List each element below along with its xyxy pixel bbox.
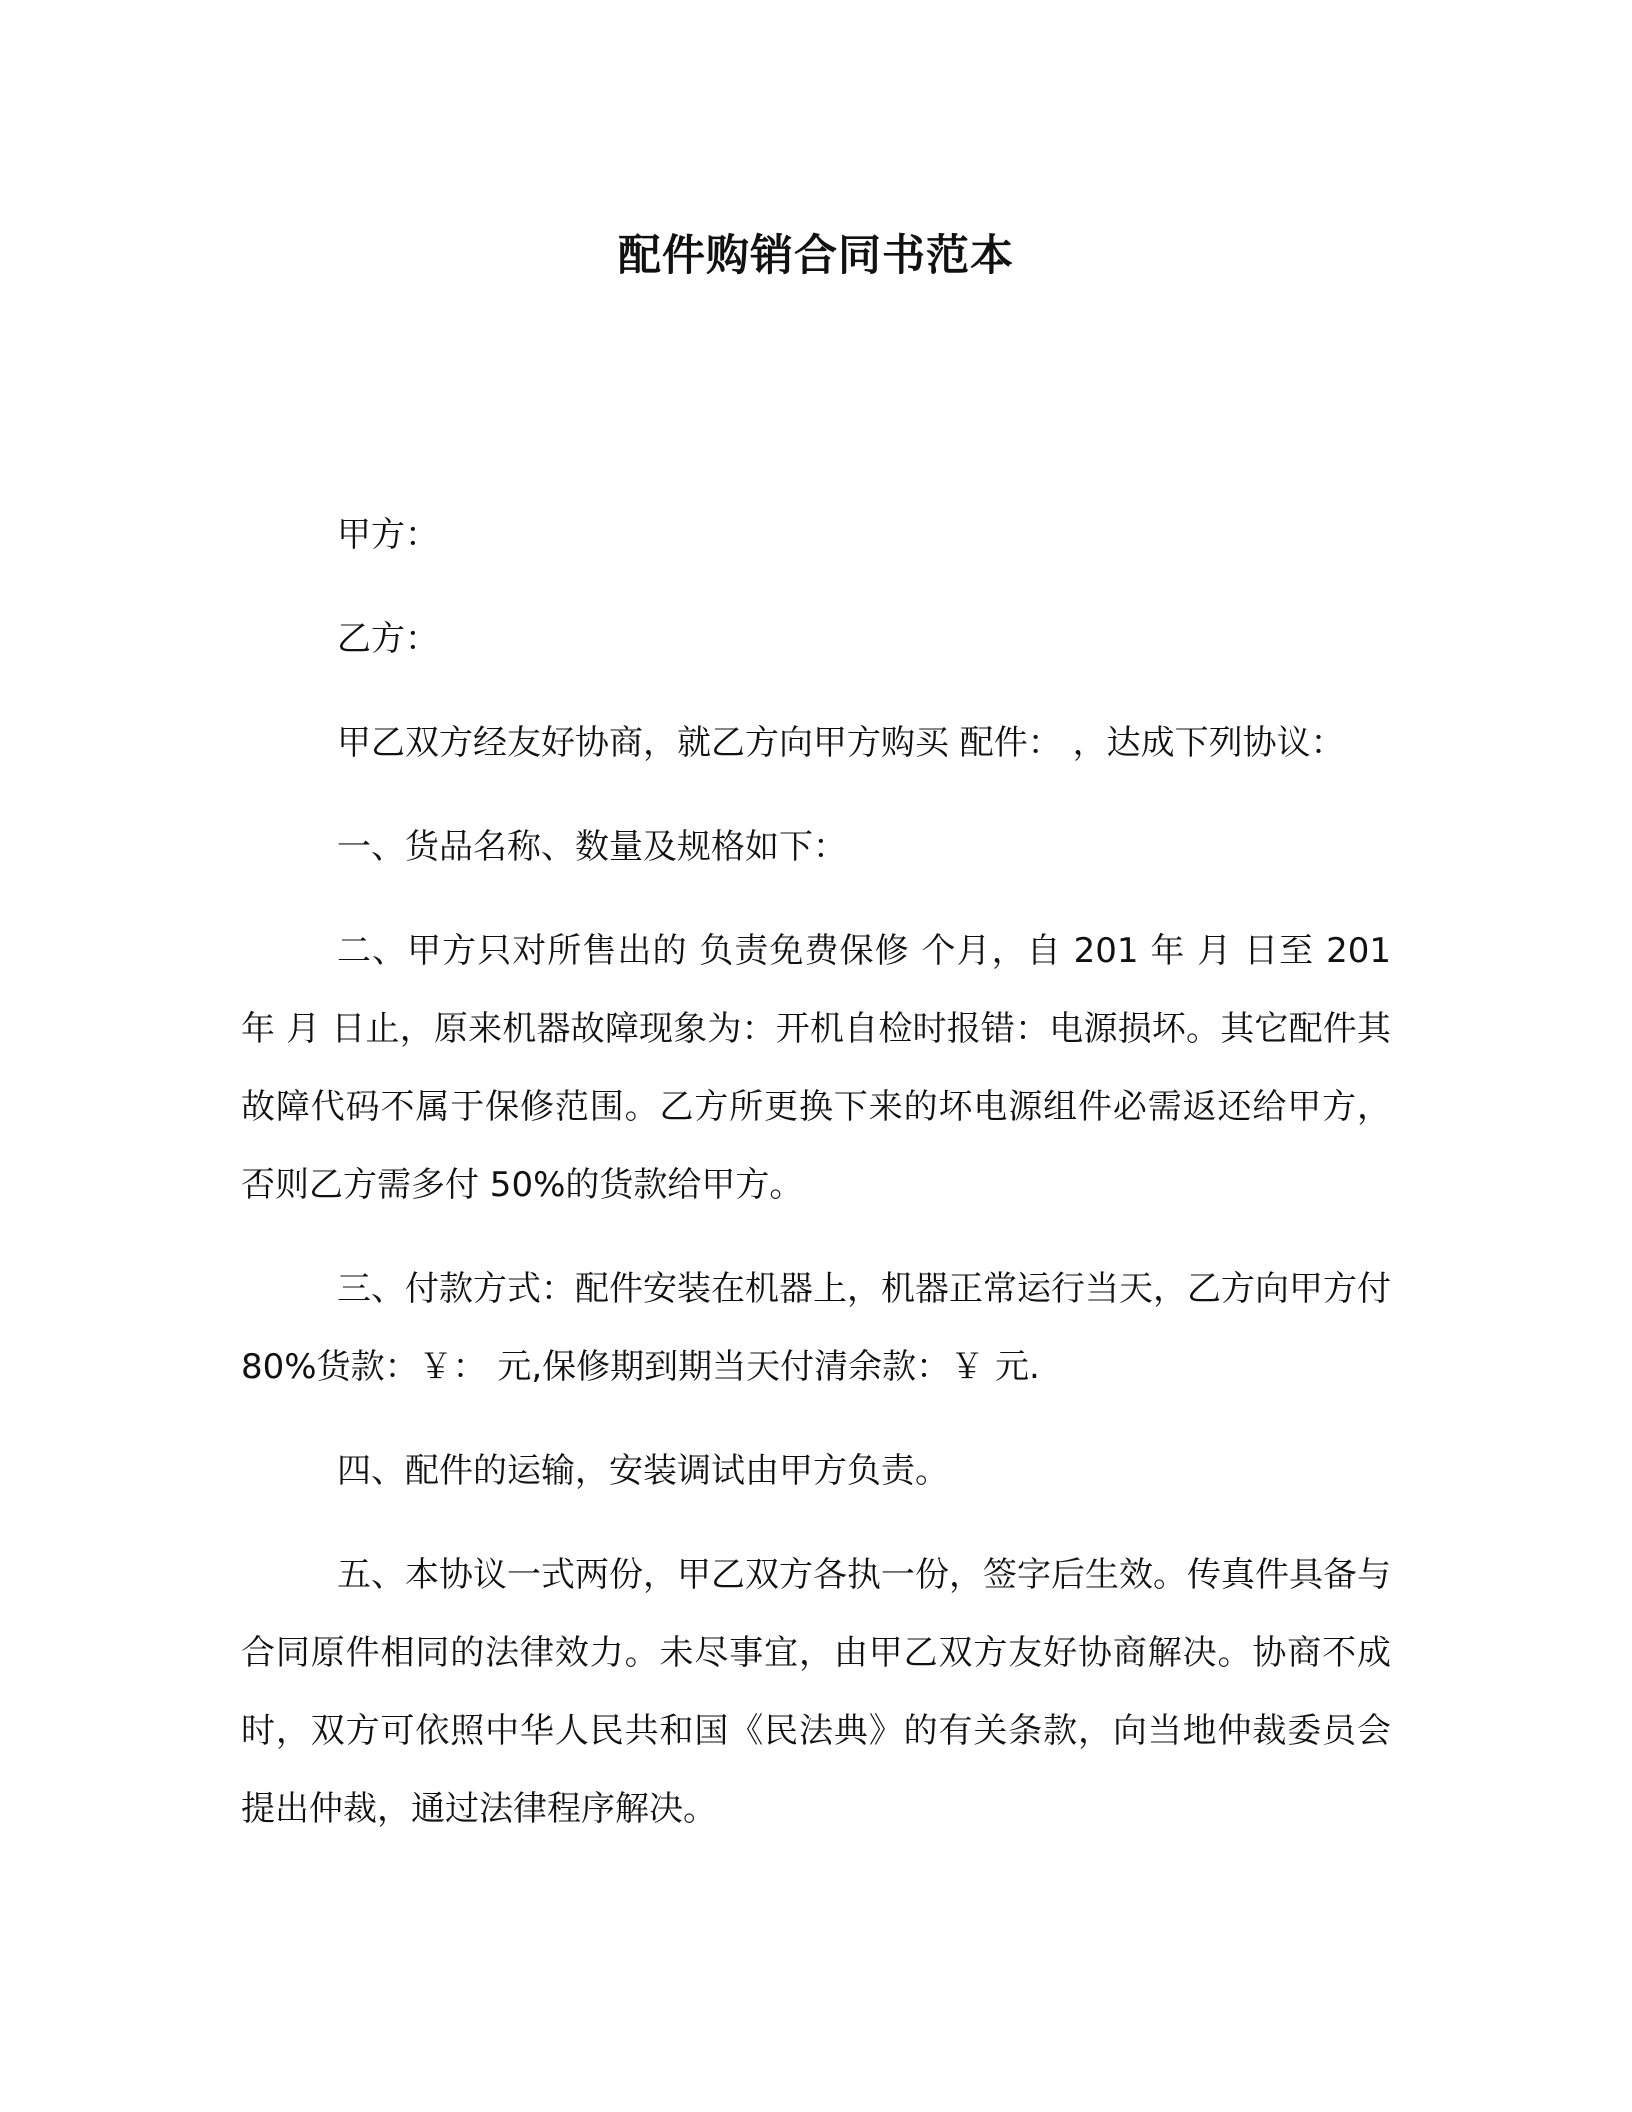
party-b-line: 乙方： bbox=[337, 619, 439, 659]
clause-1: 一、货品名称、数量及规格如下： bbox=[337, 827, 847, 867]
party-a-line: 甲方： bbox=[337, 515, 439, 555]
document-title: 配件购销合同书范本 bbox=[618, 231, 1014, 281]
intro-paragraph: 甲乙双方经友好协商，就乙方向甲方购买 配件： ，达成下列协议： bbox=[337, 723, 1345, 763]
clause-2: 二、甲方只对所售出的 负责免费保修 个月，自 201 年 月 日至 201 年 月 日止，原来机器故障现象为：开机自检时报错：电源损坏。其它配件其故障代码不属于保修范围。乙方所更换下来的坏电源组件必需返还给甲方，否则乙方需多付 50%的货款给甲方。 bbox=[241, 931, 1391, 1205]
clause-4: 四、配件的运输，安装调试由甲方负责。 bbox=[337, 1451, 949, 1491]
clause-5: 五、本协议一式两份，甲乙双方各执一份，签字后生效。传真件具备与合同原件相同的法律效力。未尽事宜，由甲乙双方友好协商解决。协商不成时，双方可依照中华人民共和国《民法典》的有关条款，向当地仲裁委员会提出仲裁，通过法律程序解决。 bbox=[241, 1555, 1391, 1829]
clause-3: 三、付款方式：配件安装在机器上，机器正常运行当天，乙方向甲方付 80%货款：￥： 元,保修期到期当天付清余款：￥ 元. bbox=[241, 1269, 1391, 1387]
contract-body bbox=[241, 496, 1391, 1874]
